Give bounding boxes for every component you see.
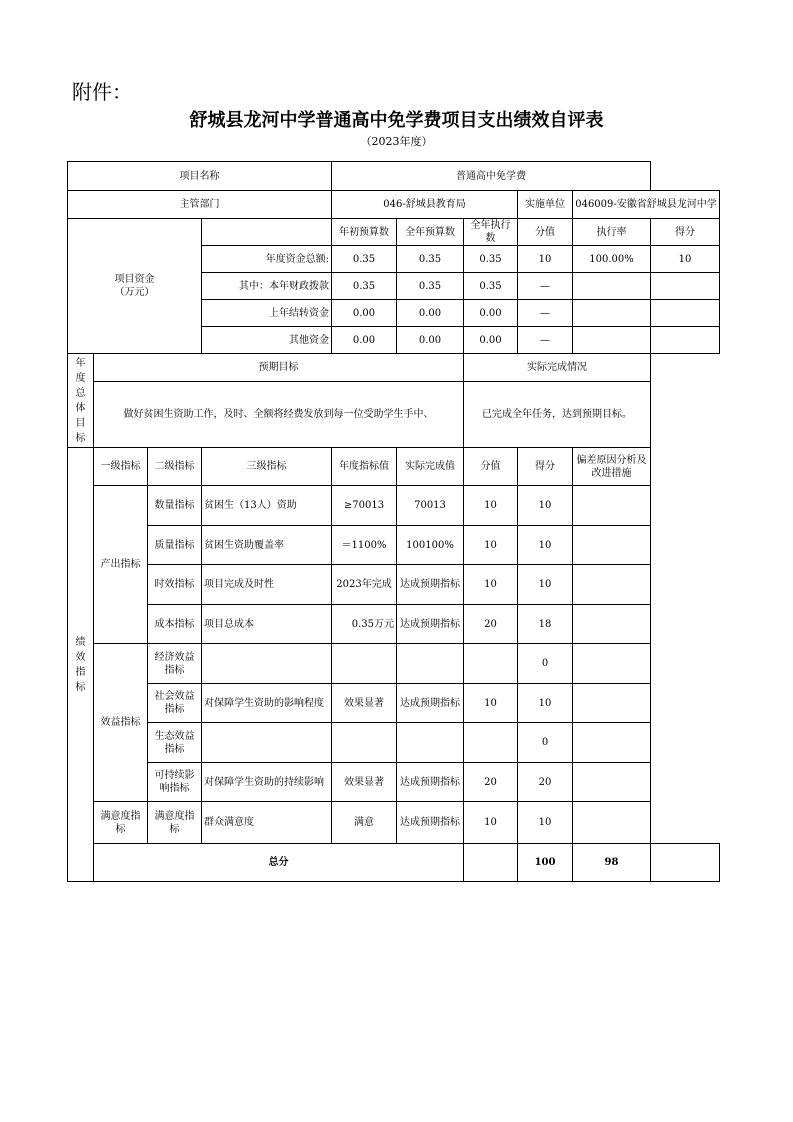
perf-header: 二级指标 <box>148 448 202 486</box>
perf-note <box>573 684 651 723</box>
perf-l2: 经济效益指标 <box>148 644 202 684</box>
perf-header: 得分 <box>518 448 573 486</box>
perf-score: 20 <box>464 763 518 802</box>
funds-cell <box>651 273 720 300</box>
page-title: 舒城县龙河中学普通高中免学费项目支出绩效自评表 <box>189 110 604 131</box>
dept-value: 046-舒城县教育局 <box>332 191 518 219</box>
funds-cell: — <box>518 300 573 327</box>
perf-row <box>68 802 720 844</box>
perf-got: 10 <box>518 802 573 844</box>
perf-target: ≥70013 <box>332 486 397 526</box>
dept-row <box>68 191 720 219</box>
perf-actual: 达成预期指标 <box>397 605 464 644</box>
funds-label-line2: （万元） <box>114 287 155 298</box>
perf-header: 实际完成值 <box>397 448 464 486</box>
perf-row <box>68 644 720 684</box>
perf-score: 10 <box>464 684 518 723</box>
perf-got: 10 <box>518 486 573 526</box>
project-name-row <box>68 162 720 191</box>
funds-row-label: 年度资金总额: <box>202 246 332 273</box>
perf-score <box>464 723 518 763</box>
perf-actual: 70013 <box>397 486 464 526</box>
perf-l3 <box>202 723 332 763</box>
perf-level1: 产出指标 <box>94 486 148 644</box>
perf-note <box>573 486 651 526</box>
funds-cell <box>573 300 651 327</box>
perf-got: 10 <box>518 526 573 565</box>
perf-header-row <box>68 448 720 486</box>
funds-header: 全年执行数 <box>464 219 518 246</box>
perf-l2: 满意度指标 <box>148 802 202 844</box>
goals-content-row <box>68 382 720 448</box>
perf-got: 10 <box>518 684 573 723</box>
funds-cell: 10 <box>651 246 720 273</box>
funds-label <box>68 219 202 354</box>
total-label: 总分 <box>94 844 464 882</box>
goals-header-row <box>68 354 720 382</box>
perf-label: 绩 效 指 标 <box>68 448 94 882</box>
perf-target: 0.35万元 <box>332 605 397 644</box>
funds-cell: 0.00 <box>397 300 464 327</box>
perf-header: 一级指标 <box>94 448 148 486</box>
funds-cell: 0.00 <box>464 300 518 327</box>
goals-actual: 已完成全年任务，达到预期目标。 <box>464 382 651 448</box>
perf-actual: 达成预期指标 <box>397 802 464 844</box>
funds-header: 年初预算数 <box>332 219 397 246</box>
funds-cell: 0.35 <box>464 246 518 273</box>
perf-score: 10 <box>464 565 518 605</box>
perf-target: 满意 <box>332 802 397 844</box>
project-name-value: 普通高中免学费 <box>332 162 651 191</box>
perf-got: 20 <box>518 763 573 802</box>
perf-score: 10 <box>464 802 518 844</box>
perf-actual <box>397 723 464 763</box>
funds-cell <box>651 300 720 327</box>
perf-row <box>68 605 720 644</box>
funds-header: 得分 <box>651 219 720 246</box>
funds-cell: — <box>518 273 573 300</box>
funds-row-label: 其中：本年财政拨款 <box>202 273 332 300</box>
goals-actual-label: 实际完成情况 <box>464 354 651 382</box>
perf-l2: 数量指标 <box>148 486 202 526</box>
perf-l3: 项目总成本 <box>202 605 332 644</box>
attachment-label: 附件： <box>72 80 132 104</box>
perf-l3: 对保障学生资助的影响程度 <box>202 684 332 723</box>
perf-score: 20 <box>464 605 518 644</box>
funds-header-row <box>68 219 720 246</box>
funds-cell: 0.35 <box>397 246 464 273</box>
perf-l3: 贫困生资助覆盖率 <box>202 526 332 565</box>
perf-l2: 质量指标 <box>148 526 202 565</box>
perf-l2: 时效指标 <box>148 565 202 605</box>
perf-score <box>464 644 518 684</box>
perf-note <box>573 723 651 763</box>
perf-got: 18 <box>518 605 573 644</box>
perf-l3: 对保障学生资助的持续影响 <box>202 763 332 802</box>
perf-row <box>68 526 720 565</box>
funds-header: 执行率 <box>573 219 651 246</box>
funds-cell: 0.00 <box>332 300 397 327</box>
perf-score: 10 <box>464 526 518 565</box>
funds-cell: — <box>518 327 573 354</box>
perf-row <box>68 763 720 802</box>
funds-label-line1: 项目资金 <box>114 274 155 285</box>
perf-l3: 群众满意度 <box>202 802 332 844</box>
perf-target: 效果显著 <box>332 684 397 723</box>
funds-cell <box>573 327 651 354</box>
total-got: 98 <box>573 844 651 882</box>
perf-target: ＝1100% <box>332 526 397 565</box>
total-row <box>68 844 720 882</box>
perf-actual <box>397 644 464 684</box>
perf-l2: 可持续影响指标 <box>148 763 202 802</box>
total-score: 100 <box>518 844 573 882</box>
perf-level1: 满意度指标 <box>94 802 148 844</box>
perf-row <box>68 565 720 605</box>
perf-target <box>332 644 397 684</box>
goals-label: 年 度 总 体 目 标 <box>68 354 94 448</box>
funds-cell: 0.00 <box>464 327 518 354</box>
perf-l2: 社会效益指标 <box>148 684 202 723</box>
perf-row <box>68 723 720 763</box>
perf-score: 10 <box>464 486 518 526</box>
goals-expected-label: 预期目标 <box>94 354 464 382</box>
total-note <box>651 844 720 882</box>
year-subtitle: （2023年度） <box>360 135 433 148</box>
goals-expected: 做好贫困生资助工作，及时、全额将经费发放到每一位受助学生手中、 <box>94 382 464 448</box>
perf-actual: 100100% <box>397 526 464 565</box>
funds-cell: 0.00 <box>332 327 397 354</box>
perf-got: 0 <box>518 723 573 763</box>
perf-got: 0 <box>518 644 573 684</box>
perf-l3: 贫困生（13人）资助 <box>202 486 332 526</box>
funds-cell: 0.35 <box>332 273 397 300</box>
perf-note <box>573 802 651 844</box>
perf-target <box>332 723 397 763</box>
perf-header: 分值 <box>464 448 518 486</box>
perf-header: 年度指标值 <box>332 448 397 486</box>
perf-actual: 达成预期指标 <box>397 565 464 605</box>
project-name-label: 项目名称 <box>68 162 332 191</box>
funds-row-label: 上年结转资金 <box>202 300 332 327</box>
perf-target: 效果显著 <box>332 763 397 802</box>
perf-note <box>573 644 651 684</box>
perf-actual: 达成预期指标 <box>397 763 464 802</box>
impl-label: 实施单位 <box>518 191 573 219</box>
perf-l3 <box>202 644 332 684</box>
perf-header: 偏差原因分析及改进措施 <box>573 448 651 486</box>
total-blank <box>464 844 518 882</box>
funds-cell: 0.35 <box>332 246 397 273</box>
funds-header: 全年预算数 <box>397 219 464 246</box>
perf-header: 三级指标 <box>202 448 332 486</box>
dept-label: 主管部门 <box>68 191 332 219</box>
evaluation-table <box>67 161 720 882</box>
perf-l2: 成本指标 <box>148 605 202 644</box>
perf-got: 10 <box>518 565 573 605</box>
perf-note <box>573 763 651 802</box>
perf-target: 2023年完成 <box>332 565 397 605</box>
funds-row-label: 其他资金 <box>202 327 332 354</box>
funds-header-blank <box>202 219 332 246</box>
perf-row <box>68 684 720 723</box>
perf-actual: 达成预期指标 <box>397 684 464 723</box>
perf-l3: 项目完成及时性 <box>202 565 332 605</box>
funds-cell: 0.35 <box>464 273 518 300</box>
perf-level1: 效益指标 <box>94 644 148 802</box>
funds-cell <box>573 273 651 300</box>
perf-note <box>573 526 651 565</box>
funds-cell: 0.35 <box>397 273 464 300</box>
funds-cell <box>651 327 720 354</box>
perf-note <box>573 565 651 605</box>
impl-value: 046009-安徽省舒城县龙河中学 <box>573 191 720 219</box>
funds-cell: 100.00% <box>573 246 651 273</box>
funds-cell: 0.00 <box>397 327 464 354</box>
perf-l2: 生态效益指标 <box>148 723 202 763</box>
perf-note <box>573 605 651 644</box>
funds-header: 分值 <box>518 219 573 246</box>
funds-cell: 10 <box>518 246 573 273</box>
perf-row <box>68 486 720 526</box>
